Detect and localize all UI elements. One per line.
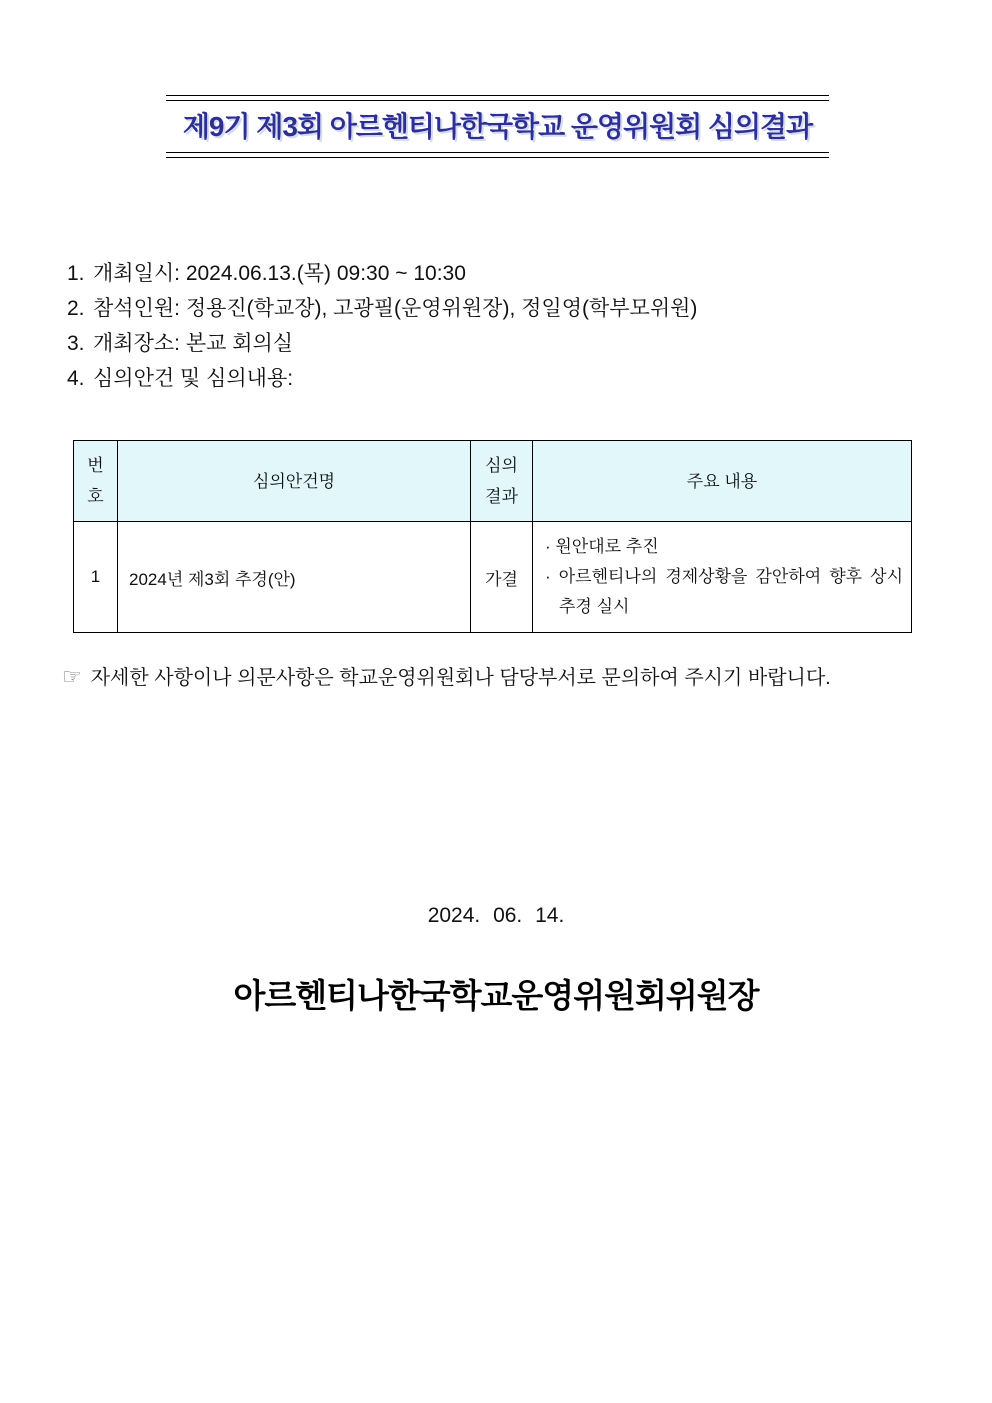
footnote-text: 자세한 사항이나 의문사항은 학교운영위원회나 담당부서로 문의하여 주시기 바랍니다. — [90, 667, 831, 689]
banner-bottom-rule — [166, 152, 829, 158]
item-text: 참석인원: 정용진(학교장), 고광필(운영위원장), 정일영(학부모위원) — [93, 297, 698, 320]
title-banner — [166, 95, 829, 158]
item-number: 3. — [67, 332, 85, 355]
document-title: 제9기 제3회 아르헨티나한국학교 운영위원회 심의결과 — [182, 111, 813, 142]
info-item-agenda-intro — [67, 361, 927, 396]
footnote — [62, 663, 942, 692]
item-text: 개최장소: 본교 회의실 — [93, 332, 294, 355]
item-text: 개최일시: 2024.06.13.(목) 09:30 ~ 10:30 — [93, 262, 466, 285]
item-number: 2. — [67, 297, 85, 320]
header-no: 번 호 — [74, 441, 118, 522]
pointing-hand-icon: ☞ — [62, 664, 82, 689]
item-text: 심의안건 및 심의내용: — [93, 367, 294, 390]
cell-no: 1 — [74, 522, 118, 633]
meeting-info-list — [67, 256, 927, 396]
item-number: 1. — [67, 262, 85, 285]
item-number: 4. — [67, 367, 85, 390]
table-row — [74, 522, 912, 633]
info-item-location — [67, 326, 927, 361]
detail-line: · 원안대로 추진 — [545, 537, 659, 556]
cell-result: 가결 — [471, 522, 533, 633]
agenda-results-table — [73, 440, 912, 633]
signature-line: 아르헨티나한국학교운영위원회위원장 — [233, 977, 759, 1014]
info-item-datetime — [67, 256, 927, 291]
info-item-attendees — [67, 291, 927, 326]
header-details: 주요 내용 — [533, 441, 912, 522]
header-result: 심의 결과 — [471, 441, 533, 522]
cell-agenda: 2024년 제3회 추경(안) — [118, 522, 471, 633]
detail-line: · 아르헨티나의 경제상황을 감안하여 향후 상시 추경 실시 — [545, 567, 903, 616]
header-agenda: 심의안건명 — [118, 441, 471, 522]
document-date: 2024. 06. 14. — [427, 904, 565, 927]
table-header-row — [74, 441, 912, 522]
cell-details — [533, 522, 912, 633]
